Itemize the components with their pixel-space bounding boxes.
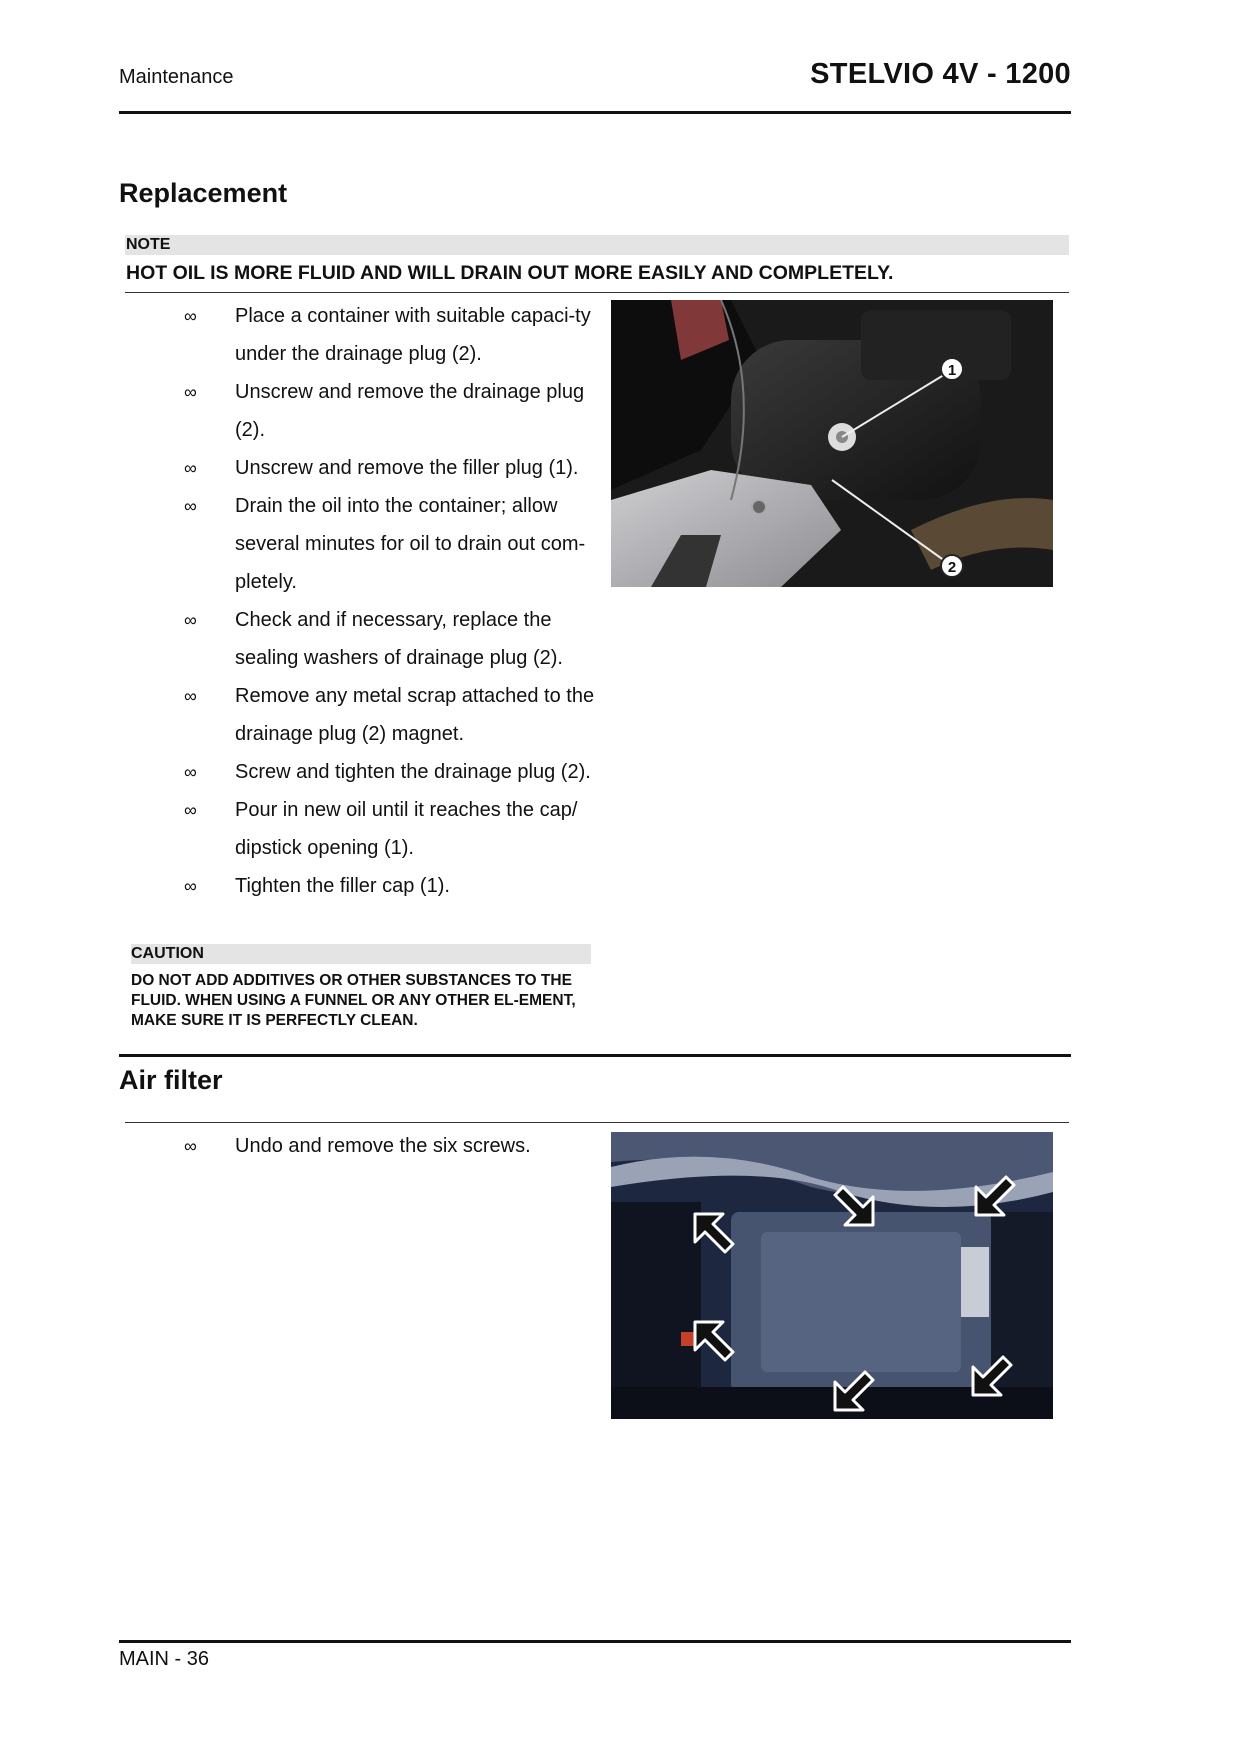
header-section: Maintenance (119, 66, 234, 88)
bullet-infinity-icon: ∞ (184, 686, 197, 706)
step-text: Screw and tighten the drainage plug (2). (235, 761, 591, 783)
step-text: Check and if necessary, replace the sealing washers of drainage plug (2). (235, 609, 563, 669)
bullet-infinity-icon: ∞ (184, 1136, 197, 1156)
bullet-infinity-icon: ∞ (184, 800, 197, 820)
air-filter-steps (180, 1127, 600, 1165)
step-text: Tighten the filler cap (1). (235, 875, 450, 897)
list-item (180, 867, 600, 905)
footer-rule (119, 1640, 1071, 1643)
list-item (180, 753, 600, 791)
bullet-infinity-icon: ∞ (184, 610, 197, 630)
note-label-bar (125, 235, 1069, 255)
header-rule (119, 111, 1071, 114)
replacement-title: Replacement (119, 178, 288, 208)
list-item (180, 677, 600, 753)
bullet-infinity-icon: ∞ (184, 382, 197, 402)
list-item (180, 487, 600, 601)
bullet-infinity-icon: ∞ (184, 496, 197, 516)
replacement-steps (180, 297, 600, 905)
callout-2: 2 (947, 559, 957, 576)
callout-1: 1 (947, 362, 957, 379)
header-model: STELVIO 4V - 1200 (810, 58, 1071, 90)
section-rule (119, 1054, 1071, 1057)
caution-text: DO NOT ADD ADDITIVES OR OTHER SUBSTANCES TO THE FLUID. WHEN USING A FUNNEL OR ANY OTHER EL-EMENT, MAKE SURE IT IS PERFECTLY CLEAN. (131, 972, 576, 1029)
engine-drain-photo (611, 300, 1053, 587)
bullet-infinity-icon: ∞ (184, 876, 197, 896)
bullet-infinity-icon: ∞ (184, 458, 197, 478)
list-item (180, 1127, 600, 1165)
bullet-infinity-icon: ∞ (184, 762, 197, 782)
list-item (180, 601, 600, 677)
step-text: Undo and remove the six screws. (235, 1135, 531, 1157)
list-item (180, 297, 600, 373)
air-filter-photo (611, 1132, 1053, 1419)
step-text: Unscrew and remove the drainage plug (2). (235, 381, 585, 441)
step-text: Drain the oil into the container; allow several minutes for oil to drain out com-pletely. (235, 495, 586, 593)
step-text: Unscrew and remove the filler plug (1). (235, 457, 579, 479)
step-text: Place a container with suitable capaci-ty under the drainage plug (2). (235, 305, 591, 365)
page-number: MAIN - 36 (119, 1648, 210, 1670)
note-label: NOTE (126, 236, 171, 253)
step-text: Pour in new oil until it reaches the cap/ dipstick opening (1). (235, 799, 578, 859)
air-filter-rule (125, 1122, 1069, 1123)
list-item (180, 791, 600, 867)
step-text: Remove any metal scrap attached to the drainage plug (2) magnet. (235, 685, 595, 745)
note-rule (125, 292, 1069, 293)
bullet-infinity-icon: ∞ (184, 306, 197, 326)
list-item (180, 373, 600, 449)
note-text: HOT OIL IS MORE FLUID AND WILL DRAIN OUT MORE EASILY AND COMPLETELY. (126, 262, 894, 284)
list-item (180, 449, 600, 487)
air-filter-title: Air filter (119, 1065, 223, 1095)
caution-label: CAUTION (131, 945, 204, 962)
